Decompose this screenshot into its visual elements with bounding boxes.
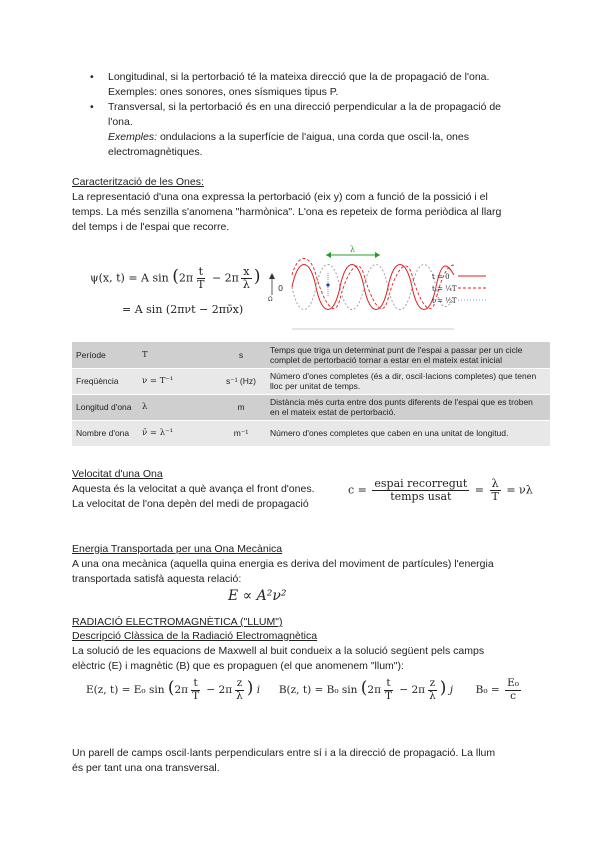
radiacio-subtitle: Descripció Clàssica de la Radiació Electromagnètica <box>72 630 318 642</box>
energia-paragraph <box>72 557 552 587</box>
energy-formula: E ∝ A²ν² <box>228 588 287 604</box>
up-arrow-head <box>269 273 275 279</box>
final-paragraph <box>72 746 552 776</box>
velocitat-heading: Velocitat d'una Ona <box>72 468 163 480</box>
wave-properties-table <box>72 342 550 447</box>
bullet-transversal <box>108 100 568 160</box>
cell-desc <box>266 342 550 368</box>
bullet-line: • Transversal, si la pertorbació és en una direcció perpendicular a la de propagació de <box>108 101 502 113</box>
velocity-formula <box>348 478 533 503</box>
eq-num: espai recorregut <box>374 477 468 490</box>
cell-name: Freqüència <box>72 368 138 394</box>
bullet-line: Exemples: ones sonores, ones sísmiques tipus P. <box>108 86 339 98</box>
cell-symbol: ν̄ = λ⁻¹ <box>138 420 216 446</box>
bullet-example <box>108 130 568 145</box>
eq-B0-den: c <box>510 689 516 702</box>
legend-t2-label: t = ½T <box>432 297 457 305</box>
bullet-line: • Longitudinal, si la pertorbació té la mateixa direcció que la de propagació de l'ona. <box>108 71 490 83</box>
velocitat-line: La velocitat de l'ona depèn del medi de propagació <box>72 498 309 510</box>
desc-line: Número d'ones completes que caben en una unitat de longitud. <box>270 428 509 438</box>
desc-line: en el mateix estat de pertorbació. <box>270 407 396 417</box>
energia-line: A una ona mecànica (aquella quina energia es deriva del moviment de partícules) l'energia <box>72 558 494 570</box>
table-row <box>72 368 550 394</box>
eq-lambda: λ <box>491 477 499 490</box>
wave-formula: ψ(x, t) = A sin (2π $\frac{t}{T}$ − 2π $\frac{x}{\lambda}$ ) <box>90 265 261 292</box>
cell-desc <box>266 420 550 446</box>
cell-name: Període <box>72 342 138 368</box>
wave-formula-lhs: ψ(x, t) = A sin <box>90 271 169 285</box>
final-line: és per tant una ona transversal. <box>72 762 220 774</box>
lambda-label: λ <box>350 245 356 254</box>
desc-line: Distància més curta entre dos punts diferents de l'espai que es troben <box>270 397 533 407</box>
example-text: electromagnètiques. <box>108 146 203 158</box>
desc-line: lloc per unitat de temps. <box>270 381 361 391</box>
example-text: ondulacions a la superfície de l'aigua, una corda que oscil·la, ones <box>159 131 469 143</box>
radiacio-line: elèctric (E) i magnètic (B) que es propaguen (el que anomenem "llum"): <box>72 660 404 672</box>
axis-zero-label: 0 <box>278 284 284 293</box>
final-line: Un parell de camps oscil·lants perpendiculars entre sí i a la direcció de propagació. La llum <box>72 747 496 759</box>
caract-heading: Caracterització de les Ones: <box>72 176 204 188</box>
radiacio-paragraph <box>72 644 552 674</box>
table-row <box>72 420 550 446</box>
eq-E-unit: i <box>256 684 261 697</box>
caract-paragraph <box>72 190 552 235</box>
eq-B0: B₀ = <box>475 684 500 697</box>
bullet-list <box>108 70 568 160</box>
cell-unit: s⁻¹ (Hz) <box>216 368 266 394</box>
cell-desc <box>266 368 550 394</box>
cell-symbol: λ <box>138 394 216 420</box>
wave-formula-line2: = A sin (2πνt − 2πν̄x) <box>122 303 244 316</box>
eq-tail: = νλ <box>506 483 533 497</box>
eq-T: T <box>491 490 499 504</box>
eq-B-unit: j <box>449 684 453 697</box>
bullet-line: l'ona. <box>108 116 133 128</box>
energia-heading: Energia Transportada per una Ona Mecànica <box>72 543 283 555</box>
axis-small-label: Ω <box>268 296 273 303</box>
velocitat-paragraph <box>72 482 342 512</box>
cell-unit: m <box>216 394 266 420</box>
eq-B0-num: E₀ <box>507 677 519 689</box>
wave-diagram <box>262 245 502 335</box>
desc-line: Temps que triga un determinat punt de l'espai a passar per un cicle <box>270 344 523 355</box>
velocitat-line: Aquesta és la velocitat a què avança el front d'ones. <box>72 483 315 495</box>
em-formulas: E(z, t) = E₀ sin (2π $\frac{t}{T}$ − 2π $\frac{z}{\lambda}$ ) i B(z, t) = B₀ sin (2π $\frac{t}{T}$ − 2π $\frac{z}{\lambda}$ ) j B₀ = $\frac{\text{E₀}}{c}$ <box>86 677 519 702</box>
cell-symbol: T <box>138 342 216 368</box>
eq-E-lhs: E(z, t) = E₀ sin <box>86 684 165 697</box>
cell-symbol: ν = T⁻¹ <box>138 368 216 394</box>
caract-line: La representació d'una ona expressa la pertorbació (eix y) com a funció de la possició i el <box>72 191 488 203</box>
example-label: Exemples: <box>108 131 158 143</box>
table-row <box>72 394 550 420</box>
energia-line: transportada satisfà aquesta relació: <box>72 573 242 585</box>
eq-c: c = <box>348 483 367 497</box>
radiacio-title: RADIACIÓ ELECTROMAGNÈTICA ("LLUM") <box>72 616 283 628</box>
eq-eq: = <box>474 483 484 497</box>
cell-unit: m⁻¹ <box>216 420 266 446</box>
wave-t2 <box>292 265 454 310</box>
eq-den: temps usat <box>390 490 452 504</box>
cell-name: Longitud d'ona <box>72 394 138 420</box>
desc-line: complet de pertorbació tornar a estar en el mateix estat inicial <box>270 354 502 365</box>
cell-name: Nombre d'ona <box>72 420 138 446</box>
desc-line: Número d'ones completes (és a dir, oscil·lacions completes) que tenen <box>270 371 537 381</box>
caract-line: temps. La més senzilla s'anomena "harmònica". L'ona es repeteix de forma periòdica al llarg <box>72 206 502 218</box>
cell-desc <box>266 394 550 420</box>
cell-unit: s <box>216 342 266 368</box>
radiacio-line: La solució de les equacions de Maxwell al buit condueix a la solució següent pels camps <box>72 645 485 657</box>
lambda-arrow-right <box>375 252 380 258</box>
eq-B-lhs: B(z, t) = B₀ sin <box>278 684 358 697</box>
caract-line: del temps i de l'espai que recorre. <box>72 221 230 233</box>
legend-t1-label: t = ¼T <box>432 285 457 293</box>
lambda-arrow-left <box>326 252 331 258</box>
bullet-longitudinal <box>108 70 568 100</box>
table-row <box>72 342 550 368</box>
legend-t0-label: t = 0 <box>432 273 450 281</box>
